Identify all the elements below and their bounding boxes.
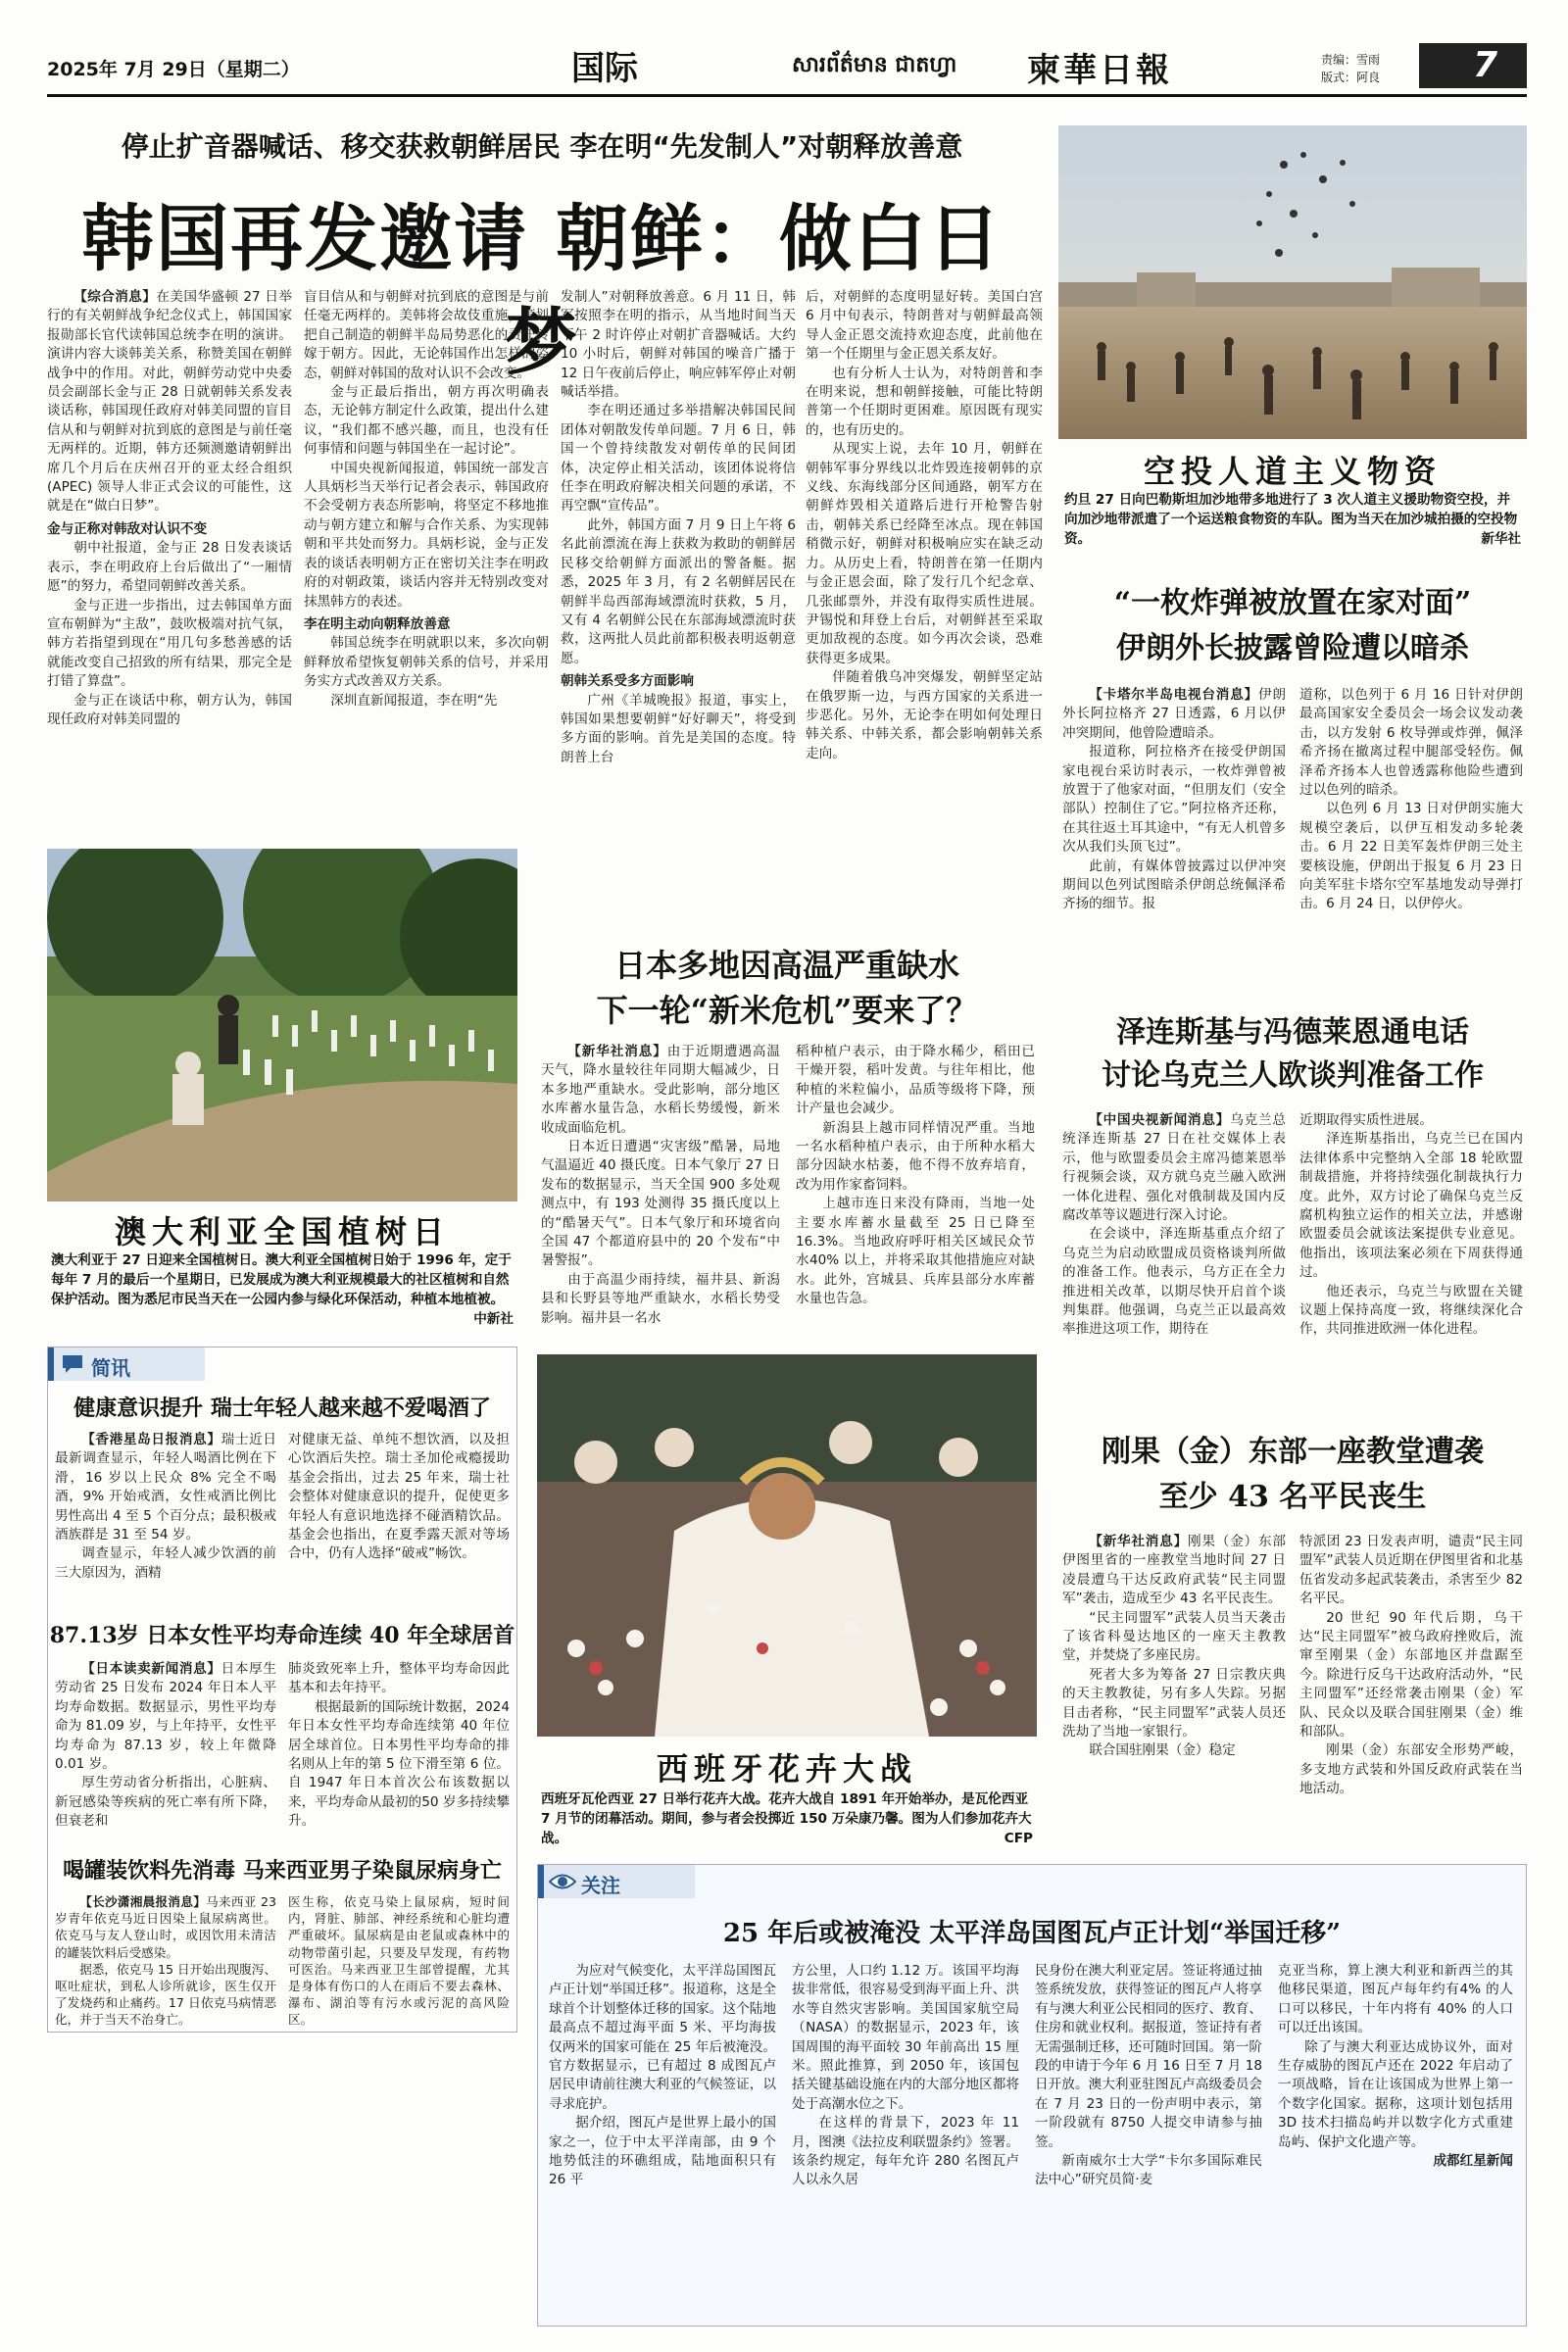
focus-col-1 (549, 1962, 776, 2190)
subhead: 金与正称对韩敌对认识不变 (47, 520, 208, 537)
news-source: 【长沙潇湘晨报消息】 (79, 1894, 207, 1909)
lead-col-2 (304, 288, 549, 710)
brief-label: 简讯 (91, 1356, 130, 1380)
news-source: 【新华社消息】 (567, 1044, 667, 1059)
tree-photo-caption (51, 1250, 514, 1329)
paragraph (561, 516, 796, 668)
paragraph-text: 新南威尔士大学“卡尔多国际难民法中心”研究员简·麦 (1035, 2153, 1262, 2188)
paragraph-text: 广州《羊城晚报》报道，事实上，韩国如果想要朝鲜“好好聊天”，将受到多方面的影响。首先是美国的态度。特朗普上台 (561, 692, 796, 765)
subhead: 李在明主动向朝释放善意 (304, 615, 451, 632)
paragraph (796, 1195, 1035, 1308)
subhead: 朝韩关系受多方面影响 (561, 673, 694, 690)
flower-battle-image (537, 1354, 1037, 1737)
eye-icon (549, 1871, 576, 1892)
paragraph-text: 克亚当称，算上澳大利亚和新西兰的其他移民渠道，图瓦卢每年约有4% 的人口可以移民，十年内将有 40% 的人口可以迁出该国。 (1278, 1963, 1513, 2036)
paragraph-text: 由于高温少雨持续，福井县、新潟县和长野县等地严重缺水，水稻长势受影响。福井县一名水 (541, 1271, 780, 1326)
paragraph-text: 伴随着俄乌冲突爆发，朝鲜坚定站在俄罗斯一边，与西方国家的关系进一步恶化。另外，无论李在明如何处理日韩关系、中韩关系，都会影响朝韩关系走向。 (806, 669, 1043, 761)
paragraph (792, 1962, 1019, 2114)
paragraph-text: 盲目信从和与朝鲜对抗到底的意图是与前任毫无两样的。美韩将会故伎重施，策划把自己制造的朝鲜半岛局势恶化的责任转嫁于朝方。因此，无论韩国作出怎样的姿态，朝鲜对韩国的敌对认识不会改变。 (304, 289, 549, 381)
paragraph (1062, 743, 1286, 857)
ukraine-col-1 (1062, 1111, 1286, 1340)
paragraph (1062, 1666, 1286, 1742)
paragraph-text: 金与正在谈话中称，朝方认为，韩国现任政府对韩美同盟的 (47, 692, 292, 727)
spain-caption-credit: CFP (1004, 1831, 1033, 1846)
paragraph-text: 韩国总统李在明就职以来，多次向朝鲜释放希望恢复朝韩关系的信号，并采用务实方式改善双方关系。 (304, 635, 549, 690)
paragraph-text: 联合国驻刚果（金）稳定 (1089, 1742, 1236, 1759)
spain-photo-title: 西班牙花卉大战 (656, 1750, 917, 1788)
paragraph-text: 发制人”对朝释放善意。6 月 11 日，韩军按照李在明的指示，从当地时间当天下午 2 时许停止对朝扩音器喊话。大约 10 小时后，朝鲜对韩国的噪音广播于 12 日午夜前后停止，响应韩军停止对朝喊话举措。 (561, 289, 796, 401)
brief-1-col-1 (55, 1431, 276, 1583)
paragraph (549, 1962, 776, 2114)
paragraph-text: 朝中社报道，金与正 28 日发表谈话表示，李在明政府上台后做出了“一厢情愿”的努力，希望同朝鲜改善关系。 (47, 540, 292, 595)
paragraph (304, 460, 549, 612)
paragraph (1299, 1111, 1523, 1130)
flower-battle-photo (537, 1354, 1037, 1737)
layout-credit: 版式：阿良 (1321, 71, 1381, 84)
paragraph-text: 厚生劳动省分析指出，心脏病、新冠感染等疾病的死亡率有所下降，但衰老和 (55, 1775, 276, 1830)
news-source: 【日本读卖新闻消息】 (81, 1661, 221, 1677)
paragraph (1062, 1609, 1286, 1666)
brief-1-col-2 (288, 1431, 510, 1564)
paragraph-text: 上越市连日来没有降雨，当地一处主要水库蓄水量截至 25 日已降至 16.3%。当地政府呼吁相关区域民众节水40% 以上，并将采取其他措施应对缺水。此外，宫城县、兵库县部分水库蓄水量也告急。 (796, 1196, 1035, 1307)
paragraph (561, 402, 796, 515)
paragraph-text: 后，对朝鲜的态度明显好转。美国白宫 6 月中旬表示，特朗普对与朝鲜最高领导人金正恩交流持欢迎态度，此前他在第一个任期里与金正恩关系友好。 (806, 289, 1043, 363)
paragraph-text: 新潟县上越市同样情况严重。当地一名水稻种植户表示，由于所种水稻大部分因缺水枯萎，他不得不放弃培育，改为用作家畜饲料。 (796, 1119, 1035, 1193)
news-source: 【卡塔尔半岛电视台消息】 (1089, 687, 1259, 703)
paragraph (541, 1138, 780, 1271)
paragraph-text: 日本厚生劳动省 25 日发布 2024 年日本人平均寿命数据。数据显示，男性平均寿命为 81.09 岁，与上年持平，女性平均寿命为 87.13 岁，较上年微降 0.01 岁。 (55, 1661, 277, 1773)
paragraph-text: 报道称，阿拉格齐在接受伊朗国家电视台采访时表示，一枚炸弹曾被放置于了他家对面，“但朋友们（安全部队）控制住了它。”阿拉格齐还称，在其往返土耳其途中，“有无人机曾多次从我们头顶飞过”。 (1062, 744, 1286, 856)
iran-col-2 (1299, 686, 1523, 914)
gaza-photo-caption (1064, 490, 1521, 549)
paragraph-text: 特派团 23 日发表声明，谴责“民主同盟军”武装人员近期在伊图里省和北基伍省发动多起武装袭击，杀害至少 82 名平民。 (1299, 1534, 1523, 1607)
japan-col-2 (796, 1043, 1035, 1309)
chat-bubble-icon (60, 1351, 85, 1377)
gaza-caption-credit: 新华社 (1481, 531, 1521, 547)
paragraph (1062, 1111, 1286, 1225)
paragraph (806, 440, 1043, 668)
paragraph-text: 由于近期遭遇高温天气，降水量较往年同期大幅减少，日本多地严重缺水。受此影响，部分地区水库蓄水量告急，水稻长势缓慢，新米收成面临危机。 (541, 1044, 780, 1136)
paragraph-text: 日本近日遭遇“灾害级”酷暑，局地气温逼近 40 摄氏度。日本气象厅 27 日发布的数据显示，当天全国 900 多处观测点中，有 193 处测得 35 摄氏度以上的“酷暑天气”。日本气象厅和环境省向全国 47 个都道府县中的 20 个发布“中暑警报”。 (541, 1139, 780, 1269)
paragraph (55, 1431, 276, 1544)
paragraph-text: 根据最新的国际统计数据，2024 年日本女性平均寿命连续第 40 年位居全球首位。日本男性平均寿命的排名则从上年的第 5 位下滑至第 6 位。自 1947 年日本首次公布该数据以来，平均寿命从最初的50 岁多持续攀升。 (288, 1698, 510, 1830)
paragraph-text: 李在明还通过多举措解决韩国民间团体对朝散发传单问题。7 月 6 日，韩国一个曾持续散发对朝传单的民间团体，决定停止相关活动，该团体说将信任李在明政府解决相关问题的承诺，不再空飘“宣传品”。 (561, 403, 796, 514)
paragraph (1062, 1741, 1286, 1760)
paragraph-text: 伊朗外长阿拉格齐 27 日透露，6 月以伊冲突期间，他曾险遭暗杀。 (1062, 687, 1287, 741)
japan-col-1 (541, 1043, 780, 1328)
paragraph (47, 539, 292, 596)
section-title: 国际 (571, 49, 638, 88)
gaza-airdrop-image (1058, 125, 1527, 439)
paragraph (55, 1660, 276, 1774)
paragraph (1299, 1609, 1523, 1742)
paragraph (549, 2114, 776, 2190)
paragraph (1278, 2038, 1513, 2152)
paragraph-text: 20 世纪 90 年代后期，乌干达“民主同盟军”被乌政府挫败后，流窜至刚果（金）东部地区并盘踞至今。除进行反乌干达政府活动外，“民主同盟军”还经常袭击刚果（金）军队、民众以及联合国驻刚果（金）维和部队。 (1299, 1609, 1523, 1740)
paragraph-text: 刚果（金）东部伊图里省的一座教堂当地时间 27 日凌晨遭乌干达反政府武装“民主同盟军”袭击，造成至少 43 名平民丧生。 (1062, 1534, 1287, 1607)
tree-photo-title: 澳大利亚全国植树日 (114, 1213, 450, 1250)
ukraine-headline-1: 泽连斯基与冯德莱恩通电话 (1116, 1015, 1469, 1050)
paragraph-text: 除了与澳大利亚达成协议外，面对生存威胁的图瓦卢还在 2022 年启动了一项战略，旨在让该国成为世界上第一个数字化国家。据称，这项计划包括用 3D 技术扫描岛屿并以数字化方式重建岛屿、保护文化遗产等。 (1278, 2038, 1513, 2150)
paragraph (304, 383, 549, 460)
paragraph-text: 民身份在澳大利亚定居。签证将通过抽签系统发放，获得签证的图瓦卢人将享有与澳大利亚公民相同的医疗、教育、住房和就业权利。据报道，签证持有者无需强制迁移，还可随时回国。第一阶段的申请于今年 6 月 16 日至 7 月 18 日开放。澳大利亚驻图瓦卢高级委员会在 7 月 23 日的一份声明中表示，第一阶段就有 8750 人提交申请参与抽签。 (1035, 1963, 1262, 2150)
news-source: 【中国央视新闻消息】 (1089, 1112, 1231, 1128)
paragraph (1062, 1225, 1286, 1339)
paragraph (541, 1043, 780, 1138)
paragraph (304, 288, 549, 383)
paragraph-text: 以色列 6 月 13 日对伊朗实施大规模空袭后，以伊互相发动多轮袭击。6 月 22 日美军轰炸伊朗三处主要核设施，伊朗出于报复 6 月 23 日向美军驻卡塔尔空军基地发动导弹打击。6 月 24 日，以伊停火。 (1299, 801, 1523, 912)
paragraph-text: 马来西亚 23 岁青年依克马近日因染上鼠尿病离世。依克马与友人登山时，或因饮用未清洁的罐装饮料后受感染。 (55, 1894, 277, 1960)
issue-date: 2025年 7月 29日（星期二） (47, 59, 300, 80)
brief-2-col-1 (55, 1660, 276, 1832)
paragraph (1299, 800, 1523, 913)
japan-headline-1: 日本多地因高温严重缺水 (613, 947, 959, 984)
gaza-caption-text: 约旦 27 日向巴勒斯坦加沙地带多地进行了 3 次人道主义援助物资空投，并向加沙地带派遣了一个运送粮食物资的车队。图为当天在加沙城拍摄的空投物资。 (1064, 492, 1518, 547)
paragraph (55, 1544, 276, 1583)
news-source: 【香港星岛日报消息】 (81, 1432, 221, 1447)
paragraph-text: 稻种植户表示，由于降水稀少，稻田已干燥开裂，稻叶发黄。与往年相比，他种植的米粒偏小，品质等级将下降，预计产量也会减少。 (796, 1044, 1035, 1117)
paragraph-text: 据介绍，图瓦卢是世界上最小的国家之一，位于中太平洋南部，由 9 个地势低洼的环礁组成，陆地面积只有 26 平 (549, 2115, 776, 2188)
paragraph (304, 692, 549, 710)
paragraph (1062, 686, 1286, 743)
iran-col-1 (1062, 686, 1286, 914)
paragraph (806, 365, 1043, 441)
paragraph (47, 597, 292, 692)
gaza-airdrop-photo (1058, 125, 1527, 439)
spain-caption-text: 西班牙瓦伦西亚 27 日举行花卉大战。花卉大战自 1891 年开始举办，是瓦伦西亚 7 月节的闭幕活动。期间，参与者会投掷近 150 万朵康乃馨。图为人们参加花卉大战。 (541, 1791, 1032, 1846)
iran-headline-2: 伊朗外长披露曾险遭以暗杀 (1116, 631, 1469, 665)
paragraph-text: 乌克兰总统泽连斯基 27 日在社交媒体上表示，他与欧盟委员会主席冯德莱恩举行视频会谈，双方就乌克兰融入欧洲一体化进程、强化对俄制裁及国内反腐改革等议题进行深入讨论。 (1062, 1112, 1287, 1224)
paragraph (1299, 686, 1523, 800)
paragraph-text: 在美国华盛顿 27 日举行的有关朝鲜战争纪念仪式上，韩国国家报勋部长官代读韩国总统李在明的演讲。演讲内容大谈韩美关系，称赞美国在朝鲜战争中的作用。对此，朝鲜劳动党中央委员会副部长金与正 28 日就朝韩关系发表谈话称，韩国现任政府对韩美同盟的盲目信从和与朝鲜对抗到底的意图是与前任毫无两样的。近期，韩方还频测邀请朝鲜出席几个月后在庆州召开的亚太经合组织(APEC) 领导人非正式会议的可能性，这就是在“做白日梦”。 (47, 289, 292, 514)
paragraph (792, 2114, 1019, 2190)
paragraph-text: 肺炎致死率上升，整体平均寿命因此基本和去年持平。 (288, 1661, 510, 1696)
page-number-badge (1419, 43, 1527, 88)
paragraph (1035, 2152, 1262, 2190)
paragraph-text: 深圳直新闻报道，李在明“先 (330, 692, 498, 709)
congo-col-2 (1299, 1533, 1523, 1799)
paragraph-text: 也有分析人士认为，对特朗普和李在明来说，想和朝鲜接触，可能比特朗普第一个任期时更困难。原因既有现实的，也有历史的。 (806, 365, 1043, 438)
paragraph-text: 此外，韩国方面 7 月 9 日上午将 6 名此前漂流在海上获救为救助的朝鲜居民移交给朝鲜方面派出的警备艇。据悉，2025 年 3 月，有 2 名朝鲜居民在朝鲜半岛西部海域漂流时获救，5 月，又有 4 名朝鲜公民在东部海域漂流时获救，这两批人员此前都积极表明返朝意愿。 (561, 516, 796, 666)
article-credit: 成都红星新闻 (1433, 2153, 1513, 2170)
focus-col-4 (1278, 1962, 1513, 2171)
tree-caption-credit: 中新社 (473, 1311, 514, 1327)
lead-col-3 (561, 288, 796, 767)
editor-credit: 责编：雪雨 (1321, 53, 1381, 67)
paragraph (1299, 1533, 1523, 1609)
paragraph-text: 金与正进一步指出，过去韩国单方面宣布朝鲜为“主敌”，鼓吹极端对抗气氛，韩方若指望到现在“用几句多愁善感的话就能改变自己招致的所有结果，那完全是打错了算盘”。 (47, 597, 292, 690)
tree-planting-image (47, 849, 517, 1201)
focus-col-3 (1035, 1962, 1262, 2190)
ukraine-headline-2: 讨论乌克兰人欧谈判准备工作 (1102, 1058, 1484, 1093)
paper-name: 柬華日報 (1027, 51, 1172, 90)
paragraph (304, 634, 549, 691)
paragraph (561, 692, 796, 768)
focus-headline: 25 年后或被淹没 太平洋岛国图瓦卢正计划“举国迁移” (722, 1919, 1342, 1948)
spain-photo-caption (541, 1789, 1033, 1848)
masthead (47, 29, 1527, 98)
paragraph-text: 他还表示，乌克兰与欧盟在关键议题上保持高度一致，将继续深化合作，共同推进欧洲一体化进程。 (1299, 1283, 1523, 1338)
congo-headline-1: 刚果（金）东部一座教堂遭袭 (1102, 1435, 1484, 1469)
paragraph-text: 刚果（金）东部安全形势严峻，多支地方武装和外国反政府武装在当地活动。 (1299, 1742, 1523, 1797)
paragraph (541, 1271, 780, 1328)
brief-3-headline: 喝罐装饮料先消毒 马来西亚男子染鼠尿病身亡 (63, 1858, 502, 1884)
news-source: 【综合消息】 (74, 289, 157, 305)
paragraph-text: 近期取得实质性进展。 (1299, 1112, 1433, 1128)
paragraph-text: 医生称，依克马染上鼠尿病，短时间内，肾脏、肺部、神经系统和心脏均遭严重破坏。鼠尿病是由老鼠或森林中的动物带菌引起，只要及早发现，有药物可医治。马来西亚卫生部曾提醒，尤其是身体有伤口的人在雨后不要去森林、瀑布、湖泊等有污水或污泥的高风险区。 (288, 1894, 510, 2028)
tree-planting-photo (47, 849, 517, 1201)
paragraph-text: “民主同盟军”武装人员当天袭击了该省科曼达地区的一座天主教教堂，并焚烧了多座民房。 (1062, 1609, 1286, 1664)
ukraine-col-2 (1299, 1111, 1523, 1340)
paragraph (55, 1774, 276, 1831)
paragraph (55, 1893, 276, 1961)
paragraph (806, 288, 1043, 365)
focus-label: 关注 (581, 1874, 620, 1897)
paragraph (1299, 1283, 1523, 1340)
lead-col-4 (806, 288, 1043, 763)
paragraph-text: 道称，以色列于 6 月 16 日针对伊朗最高国家安全委员会一场会议发动袭击，以方发射 6 枚导弹或炸弹，佩泽希齐扬在撤离过程中腿部受轻伤。佩泽希齐扬本人也曾透露称他险些遭到过以色列的暗杀。 (1299, 687, 1523, 799)
iran-headline-1: “一枚炸弹被放置在家对面” (1113, 586, 1472, 620)
lead-kicker: 停止扩音器喊话、移交获救朝鲜居民 李在明“先发制人”对朝释放善意 (121, 130, 963, 163)
paper-khmer-name: សារព័ត៌មាន ជាតហ្វា (792, 53, 957, 77)
paragraph-text: 中国央视新闻报道，韩国统一部发言人具炳杉当天举行记者会表示，韩国政府不会受朝方表态所影响，将坚定不移地推动与朝方建立和解与合作关系、为实现韩朝和平共处而努力。具炳杉说，金与正发表的谈话表明朝方正在密切关注李在明政府的对朝政策，谈话内容并无特别改变对抹黑韩方的表述。 (304, 460, 549, 610)
brief-1-headline: 健康意识提升 瑞士年轻人越来越不爱喝酒了 (74, 1396, 491, 1421)
paragraph-text: 对健康无益、单纯不想饮酒，以及担心饮酒后失控。瑞士圣加伦戒瘾援助基金会指出，过去 25 年来，瑞士社会整体对健康意识的提升，促使更多年轻人有意识地选择不碰酒精饮品。基金会也指出，在夏季露天派对等场合中，仍有人选择“破戒”畅饮。 (288, 1432, 510, 1562)
paragraph-text: 金与正最后指出，朝方再次明确表态，无论韩方制定什么政策，提出什么建议，“我们都不感兴趣，而且，也没有任何事情和问题与韩国坐在一起讨论”。 (304, 384, 549, 458)
paragraph (796, 1119, 1035, 1196)
brief-tag (48, 1348, 205, 1381)
paragraph (1299, 1741, 1523, 1798)
paragraph-text: 死者大多为筹备 27 日宗教庆典的天主教教徒，另有多人失踪。另据目击者称，“民主同盟军”武装人员还洗劫了当地一家银行。 (1062, 1666, 1286, 1740)
paragraph (47, 288, 292, 516)
focus-tag (538, 1865, 695, 1898)
paragraph (288, 1893, 510, 2029)
paragraph (1062, 1533, 1286, 1609)
brief-2-headline: 87.13岁 日本女性平均寿命连续 40 年全球居首 (49, 1623, 515, 1648)
brief-3-col-1 (55, 1893, 276, 2029)
paragraph-text: 从现实上说，去年 10 月，朝鲜在朝韩军事分界线以北炸毁连接朝韩的京义线、东海线部分区间通路，朝军方在朝鲜炸毁相关道路后进行开枪警告射击，朝韩关系已经降至冰点。现在韩国稍微示好，朝鲜对积极响应实在缺乏动力。从历史上看，特朗普在第一任期内与金正恩会面，除了发行几个纪念章、几张邮票外，并没有取得实质性进展。尹锡悦和拜登上台后，对朝鲜甚至采取更加敌视的态度。如今再次会谈，恐难获得更多成果。 (806, 441, 1043, 666)
paragraph (288, 1431, 510, 1564)
congo-headline-2: 至少 43 名平民丧生 (1158, 1480, 1427, 1514)
paragraph (288, 1660, 510, 1698)
paragraph (288, 1698, 510, 1832)
paragraph (806, 668, 1043, 763)
paragraph-text: 此前，有媒体曾披露过以伊冲突期间以色列试图暗杀伊朗总统佩泽希齐扬的细节。报 (1062, 858, 1286, 912)
paragraph-text: 在这样的背景下，2023 年 11 月，图澳《法拉皮利联盟条约》签署。该条约规定，每年允许 280 名图瓦卢人以永久居 (792, 2115, 1019, 2188)
paragraph (1062, 858, 1286, 914)
paragraph-text: 为应对气候变化，太平洋岛国图瓦卢正计划“举国迁移”。报道称，这是全球首个计划整体迁移的国家。这个陆地最高点不超过海平面 5 米、平均海拔仅两米的国家可能在 25 年后被淹没。官方数据显示，已有超过 8 成图瓦卢居民申请前往澳大利亚的气候签证，以寻求庇护。 (549, 1963, 776, 2112)
paragraph (1278, 1962, 1513, 2038)
japan-headline-2: 下一轮“新米危机”要来了？ (596, 992, 978, 1029)
gaza-photo-title: 空投人道主义物资 (1143, 453, 1442, 490)
paragraph (1299, 1130, 1523, 1282)
paragraph (1035, 1962, 1262, 2152)
paragraph-text: 瑞士近日最新调查显示，年轻人喝酒比例在下滑，16 岁以上民众 8% 完全不喝酒，9% 开始戒酒，女性戒酒比例比男性高出 4 至 5 个百分点；最积极戒酒族群是 31 至 54 岁。 (55, 1432, 277, 1544)
header-rule (47, 94, 1527, 97)
brief-2-col-2 (288, 1660, 510, 1832)
paragraph (796, 1043, 1035, 1119)
paragraph-text: 据悉，依克马 15 日开始出现腹泻、呕吐症状，到私人诊所就诊，医生仅开了发烧药和止痛药。17 日依克马病情恶化，并于当天不治身亡。 (55, 1961, 276, 2028)
page-number: 7 (1472, 45, 1497, 85)
paragraph-text: 泽连斯基指出，乌克兰已在国内法律体系中完整纳入全部 18 轮欧盟制裁措施，并将持续强化制裁执行力度。此外，双方讨论了确保乌克兰反腐机构独立运作的相关立法，并感谢欧盟委员会就该法案提供专业意见。他指出，该项法案必须在下周获得通过。 (1299, 1131, 1523, 1281)
lead-col-1 (47, 288, 292, 729)
tree-caption-text: 澳大利亚于 27 日迎来全国植树日。澳大利亚全国植树日始于 1996 年，定于每年 7 月的最后一个星期日，已发展成为澳大利亚规模最大的社区植树和自然保护活动。图为悉尼市民当天在一公园内参与绿化环保活动，种植本地植被。 (51, 1252, 512, 1307)
paragraph-text: 在会谈中，泽连斯基重点介绍了乌克兰为启动欧盟成员资格谈判所做的准备工作。他表示，乌方正在全力推进相关改革，以期尽快开启首个谈判集群。他强调，乌克兰正以最高效率推进这项工作，期待在 (1062, 1226, 1286, 1338)
news-source: 【新华社消息】 (1089, 1534, 1188, 1549)
paragraph-text: 方公里，人口约 1.12 万。该国平均海拔非常低，很容易受到海平面上升、洪水等自然灾害影响。美国国家航空局（NASA）的数据显示，2023 年，该国周围的海平面较 30 年前高出 15 厘米。照此推算，到 2050 年，该国包括关键基础设施在内的大部分地区都将处于高潮水位之下。 (792, 1963, 1019, 2112)
focus-col-2 (792, 1962, 1019, 2190)
paragraph-text: 调查显示，年轻人减少饮酒的前三大原因为，酒精 (55, 1545, 276, 1581)
paragraph (561, 288, 796, 402)
lead-headline: 韩国再发邀请 朝鲜：做白日梦 (81, 197, 1003, 385)
brief-3-col-2 (288, 1893, 510, 2029)
congo-col-1 (1062, 1533, 1286, 1761)
paragraph (55, 1961, 276, 2029)
paragraph (47, 692, 292, 730)
